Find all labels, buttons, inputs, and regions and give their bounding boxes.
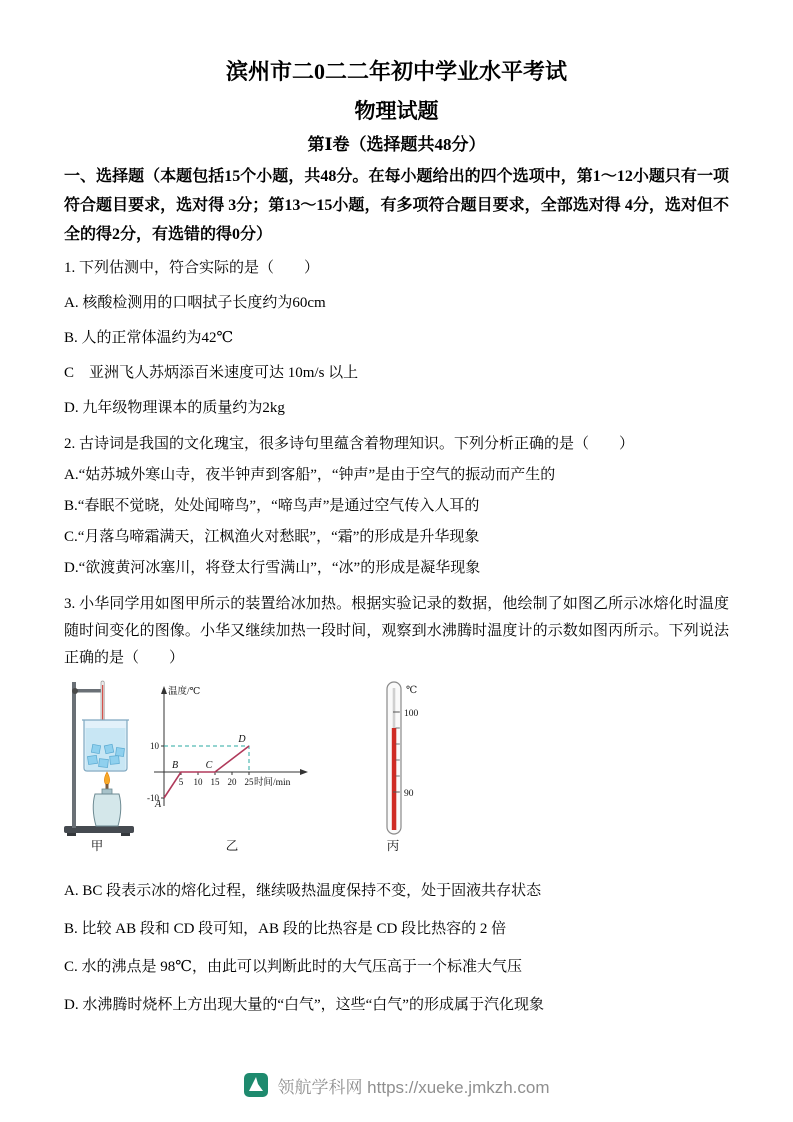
x-tick-5: 5 — [178, 777, 184, 787]
x-tick-15: 15 — [210, 777, 220, 787]
x-tick-25: 25 — [244, 777, 254, 787]
question-3 — [64, 591, 729, 1016]
question-3-option-c: C. 水的沸点是 98℃，由此可以判断此时的大气压高于一个标准大气压 — [64, 959, 523, 975]
question-1 — [64, 257, 729, 419]
question-3-option-a: A. BC 段表示冰的熔化过程，继续吸热温度保持不变，处于固液共存状态 — [64, 883, 542, 899]
watermark-footer — [0, 1072, 793, 1098]
point-label-D: D — [238, 734, 246, 745]
clamp-knob — [72, 688, 78, 694]
point-label-C: C — [205, 760, 213, 771]
question-3-option-d: D. 水沸腾时烧杯上方出现大量的“白气”，这些“白气”的形成属于汽化现象 — [64, 997, 544, 1013]
question-2-option-b: B.“春眠不觉晓，处处闻啼鸟”，“啼鸟声”是通过空气传入人耳的 — [64, 498, 480, 514]
xueke-logo-icon — [243, 1072, 269, 1098]
question-1-stem: 1. 下列估测中，符合实际的是（ ） — [64, 260, 320, 276]
question-2-option-c: C.“月落乌啼霜满天，江枫渔火对愁眠”，“霜”的形成是升华现象 — [64, 529, 480, 545]
graph-x-axis-label: 时间/min — [254, 778, 291, 788]
paper-subject-title: 物理试题 — [354, 99, 439, 123]
thermometer-diagram — [387, 682, 419, 834]
apparatus-diagram — [64, 681, 134, 836]
question-3-figure — [64, 676, 464, 854]
question-1-option-a: A. 核酸检测用的口咽拭子长度约为60cm — [64, 295, 326, 311]
point-label-B: B — [171, 760, 179, 771]
flame-icon — [104, 772, 109, 786]
question-1-option-c: C 亚洲飞人苏炳添百米速度可达 10m/s 以上 — [64, 365, 359, 381]
section-instructions: 一、选择题（本题包括15个小题，共48分。在每小题给出的四个选项中，第1～12小题只有一项符合题目要求，选对得 3分；第13～15小题，有多项符合题目要求，全部选对得 4分，选对但不全的得2分，有选错的得0分） — [64, 168, 729, 243]
x-axis-arrow-icon — [300, 769, 308, 775]
y-tick-10: 10 — [150, 741, 159, 751]
x-tick-10: 10 — [193, 777, 203, 787]
question-2-stem: 2. 古诗词是我国的文化瑰宝，很多诗句里蕴含着物理知识。下列分析正确的是（ ） — [64, 436, 635, 452]
capillary-empty — [393, 688, 396, 728]
figure-label-bing: 丙 — [386, 839, 400, 853]
graph-y-axis-label: 温度/℃ — [168, 687, 201, 697]
question-3-option-b: B. 比较 AB 段和 CD 段可知，AB 段的比热容是 CD 段比热容的 2 倍 — [64, 921, 507, 937]
stand-rod — [72, 682, 76, 828]
thermometer-unit: ℃ — [406, 685, 418, 696]
clamp-arm — [74, 689, 104, 693]
question-2-option-a: A.“姑苏城外寒山寺，夜半钟声到客船”，“钟声”是由于空气的振动而产生的 — [64, 467, 556, 483]
thermometer-tick-90: 90 — [404, 789, 414, 799]
question-2-option-d: D.“欲渡黄河冰塞川，将登太行雪满山”，“冰”的形成是凝华现象 — [64, 560, 481, 576]
point-label-A: A — [154, 799, 162, 810]
thermometer-tick-100: 100 — [404, 709, 419, 719]
figure-label-jia: 甲 — [90, 839, 104, 853]
question-1-option-d: D. 九年级物理课本的质量约为2kg — [64, 400, 285, 416]
y-axis-arrow-icon — [161, 686, 167, 694]
mercury-column — [392, 728, 397, 830]
question-3-stem: 3. 小华同学用如图甲所示的装置给冰加热。根据实验记录的数据，他绘制了如图乙所示冰熔化时温度随时间变化的图像。小华又继续加热一段时间，观察到水沸腾时温度计的示数如图丙所示。下列说法正确的是（ ） — [64, 596, 729, 666]
stand-foot-left — [67, 833, 76, 836]
question-2 — [64, 433, 729, 579]
figure-label-yi: 乙 — [225, 839, 239, 853]
y-tick-neg10: -10 — [147, 793, 159, 803]
alcohol-lamp — [93, 772, 121, 826]
stand-foot-right — [121, 833, 130, 836]
question-1-option-b: B. 人的正常体温约为42℃ — [64, 330, 234, 346]
melting-graph — [147, 685, 308, 810]
x-tick-20: 20 — [227, 777, 237, 787]
exam-title: 滨州市二0二二年初中学业水平考试 — [225, 59, 567, 84]
watermark-text: 领航学科网 https://xueke.jmkzh.com — [277, 1077, 550, 1097]
section-heading: 第Ⅰ卷（选择题共48分） — [307, 135, 486, 154]
